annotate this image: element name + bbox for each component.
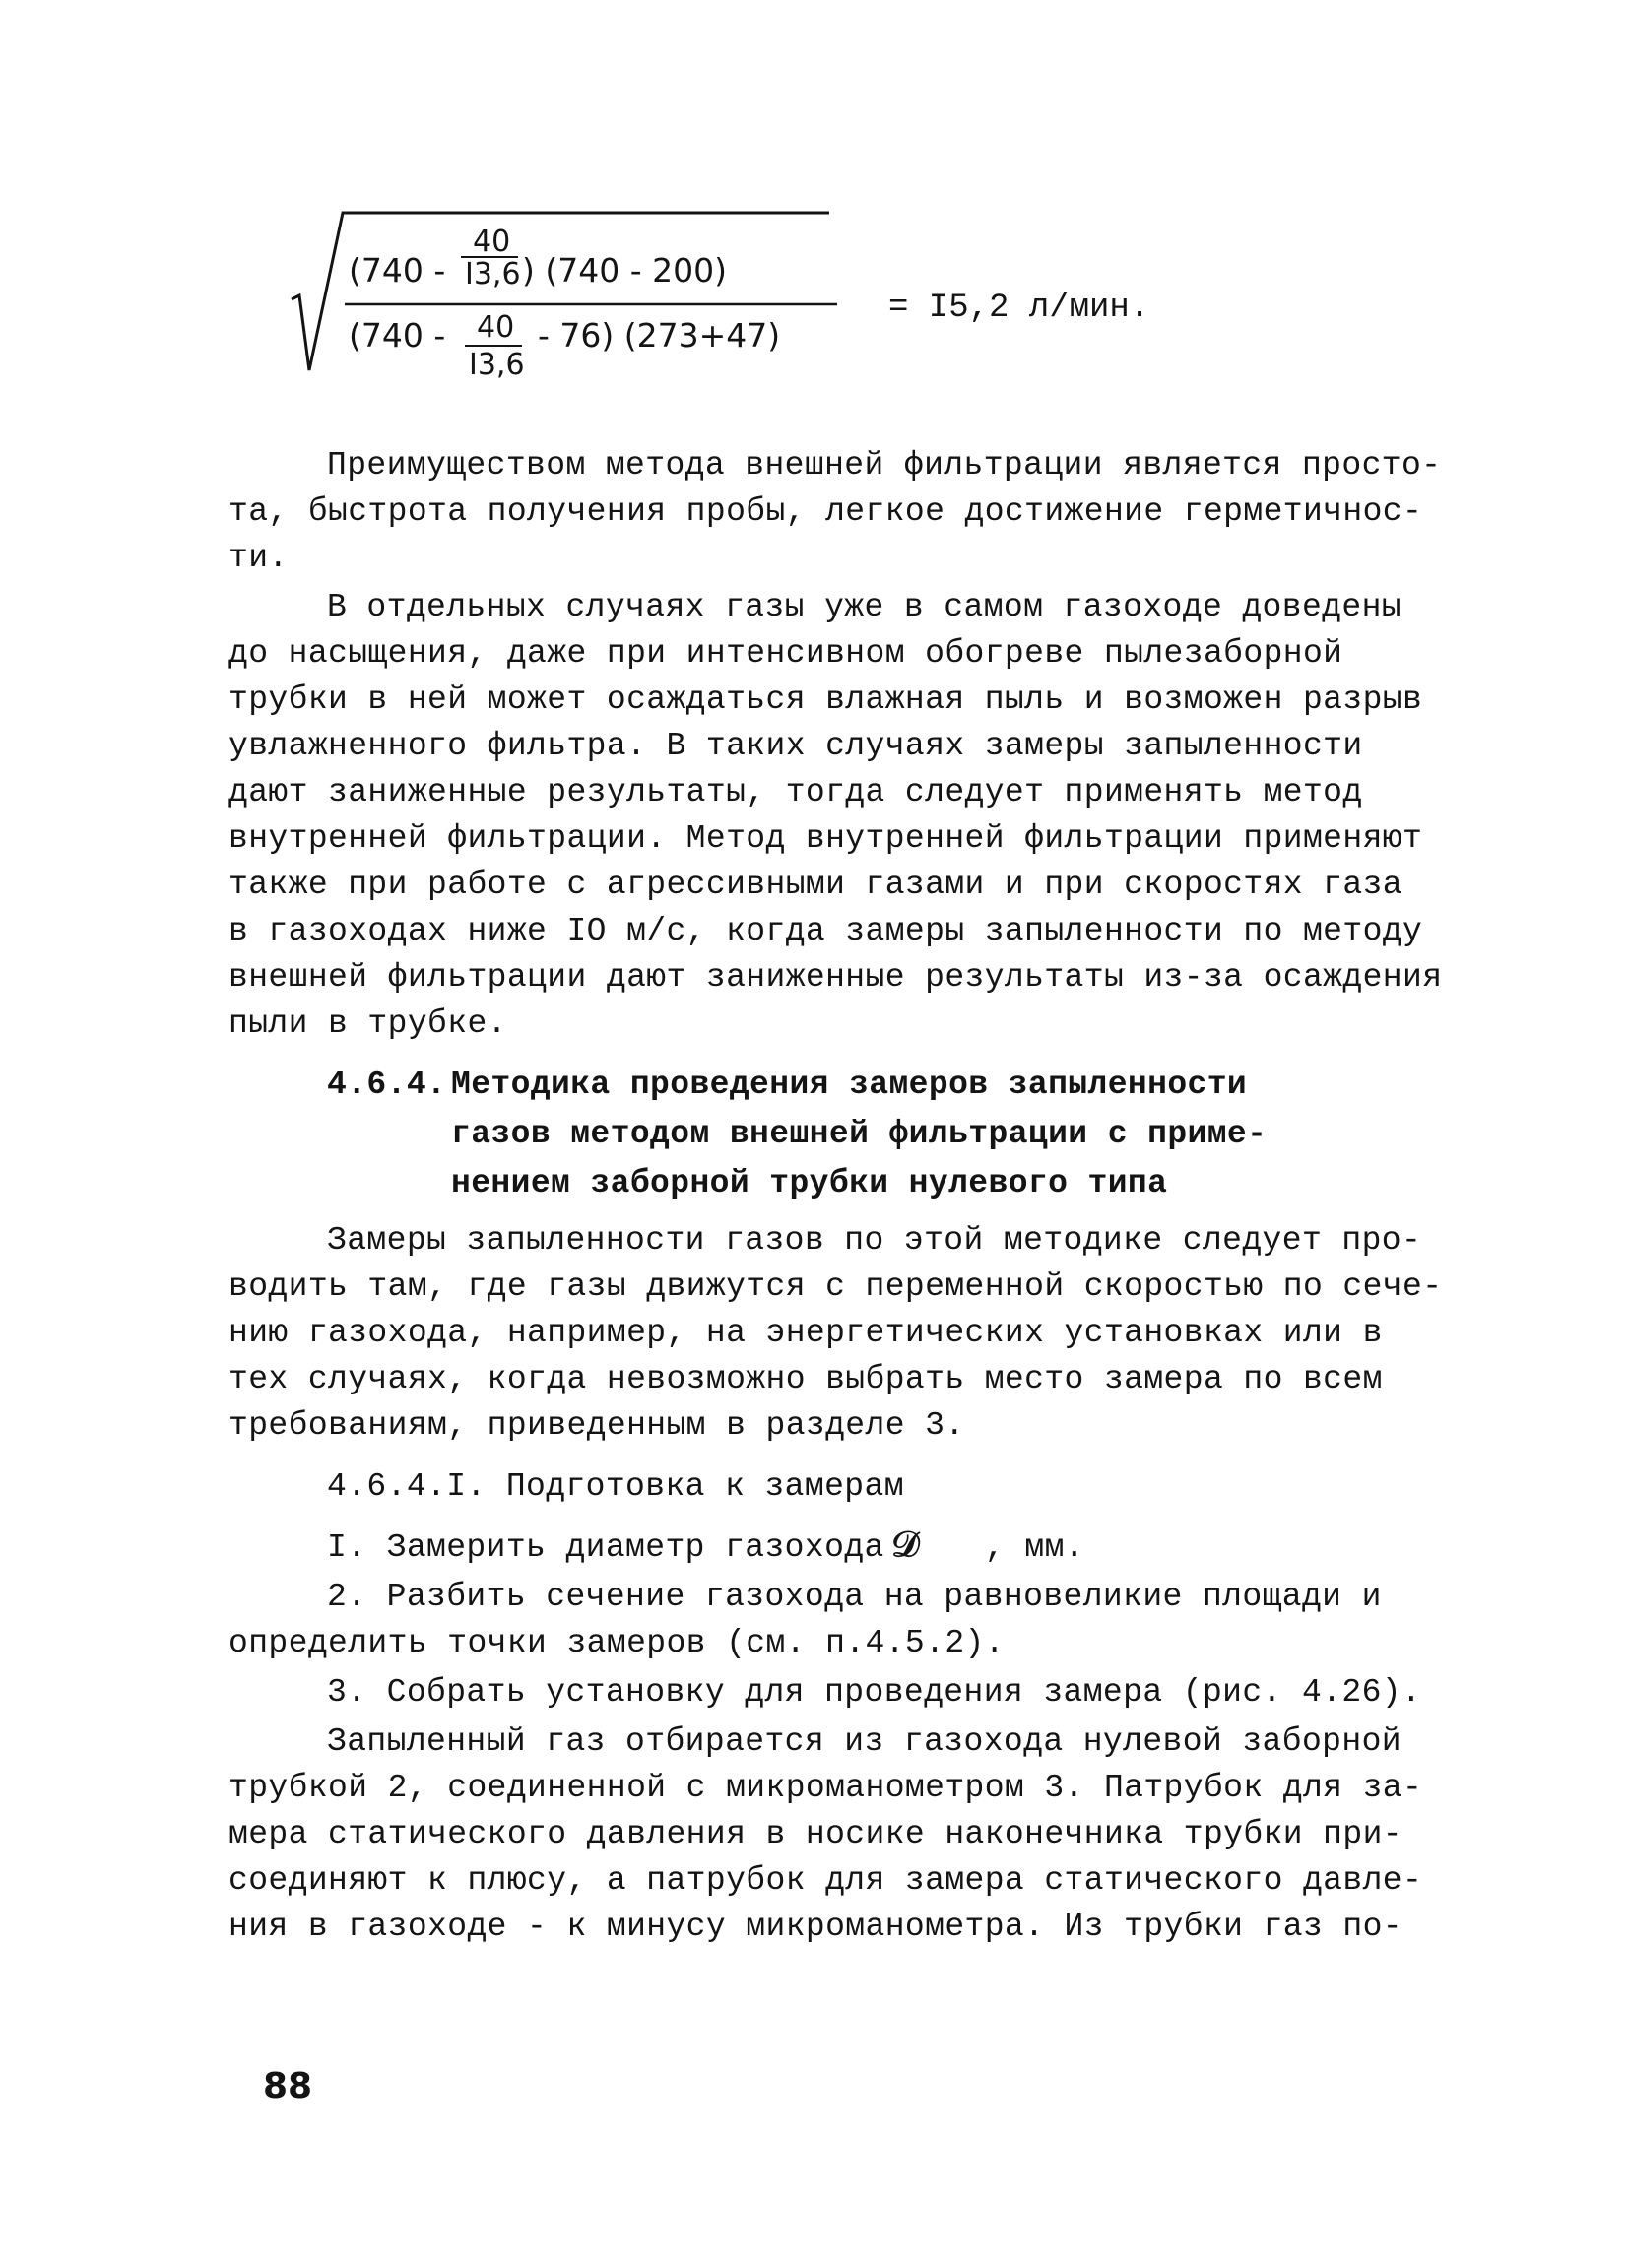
paragraph-line: В отдельных случаях газы уже в самом газоходе доведены	[327, 589, 1401, 625]
paragraph-line: дают заниженные результаты, тогда следует применять метод	[228, 774, 1363, 810]
step-2-text: определить точки замеров (см. п.4.5.2).	[228, 1625, 1005, 1661]
paragraph-line: внешней фильтрации дают заниженные результаты из-за осаждения	[228, 959, 1443, 996]
paragraph-line: требованиям, приведенным в разделе 3.	[228, 1407, 965, 1444]
section-title-line: нением заборной трубки нулевого типа	[451, 1165, 1168, 1201]
paragraph-line: Преимуществом метода внешней фильтрации является просто-	[327, 447, 1442, 484]
section-title-line: Методика проведения замеров запыленности	[451, 1067, 1248, 1103]
paragraph-line: Замеры запыленности газов по этой методике следует про-	[327, 1222, 1422, 1259]
numerator-fraction-top: 40	[473, 225, 511, 259]
paragraph-line: в газоходах ниже IO м/с, когда замеры запыленности по методу	[228, 913, 1423, 949]
paragraph-line: нию газохода, например, на энергетических установках или в	[228, 1315, 1383, 1351]
subsection-heading: 4.6.4.I. Подготовка к замерам	[327, 1468, 904, 1505]
paragraph-line: увлажненного фильтра. В таких случаях замеры запыленности	[228, 728, 1363, 764]
diameter-symbol: 𝒟	[891, 1523, 921, 1565]
denominator-fraction-bottom: I3,6	[469, 348, 525, 382]
paragraph-line: трубкой 2, соединенной с микроманометром 3. Патрубок для за-	[228, 1770, 1423, 1806]
numerator-fraction-bottom: I3,6	[465, 257, 521, 292]
step-3-text: 3. Собрать установку для проведения замера (рис. 4.26).	[327, 1674, 1422, 1711]
paragraph-line: до насыщения, даже при интенсивном обогреве пылезаборной	[228, 635, 1343, 672]
numerator-right: ) (740 - 200)	[522, 251, 727, 290]
paragraph-line: та, быстрота получения пробы, легкое достижение герметичнос-	[228, 493, 1423, 530]
formula	[286, 193, 1172, 390]
denominator-right: - 76) (273+47)	[538, 316, 781, 355]
paragraph-line: внутренней фильтрации. Метод внутренней фильтрации применяют	[228, 820, 1423, 857]
denominator-left: (740 -	[349, 316, 446, 355]
paragraph-line: соединяют к плюсу, а патрубок для замера статического давле-	[228, 1862, 1423, 1899]
paragraph-line: Запыленный газ отбирается из газохода нулевой заборной	[327, 1723, 1401, 1760]
formula-result: = I5,2 л/мин.	[888, 290, 1150, 327]
paragraph-line: водить там, где газы движутся с переменной скоростью по сече-	[228, 1268, 1443, 1305]
paragraph-line: трубки в ней может осаждаться влажная пыль и возможен разрыв	[228, 681, 1423, 718]
paragraph-line: тех случаях, когда невозможно выбрать место замера по всем	[228, 1361, 1383, 1397]
paragraph-line: ния в газоходе - к минусу микроманометра. Из трубки газ по-	[228, 1909, 1402, 1945]
step-2-text: 2. Разбить сечение газохода на равновеликие площади и	[327, 1579, 1382, 1615]
section-title-line: газов методом внешней фильтрации с приме-	[451, 1116, 1268, 1152]
paragraph-line: пыли в трубке.	[228, 1005, 507, 1042]
numerator-left: (740 -	[349, 251, 446, 290]
section-number: 4.6.4.	[327, 1067, 447, 1103]
paragraph-line: мера статического давления в носике наконечника трубки при-	[228, 1816, 1402, 1852]
step-1-text: I. Замерить диаметр газохода	[327, 1529, 884, 1566]
step-1-unit: , мм.	[985, 1529, 1085, 1566]
page-number: 88	[263, 2066, 313, 2106]
paragraph-line: также при работе с агрессивными газами и при скоростях газа	[228, 867, 1402, 903]
paragraph-line: ти.	[228, 540, 289, 576]
denominator-fraction-top: 40	[477, 310, 515, 345]
